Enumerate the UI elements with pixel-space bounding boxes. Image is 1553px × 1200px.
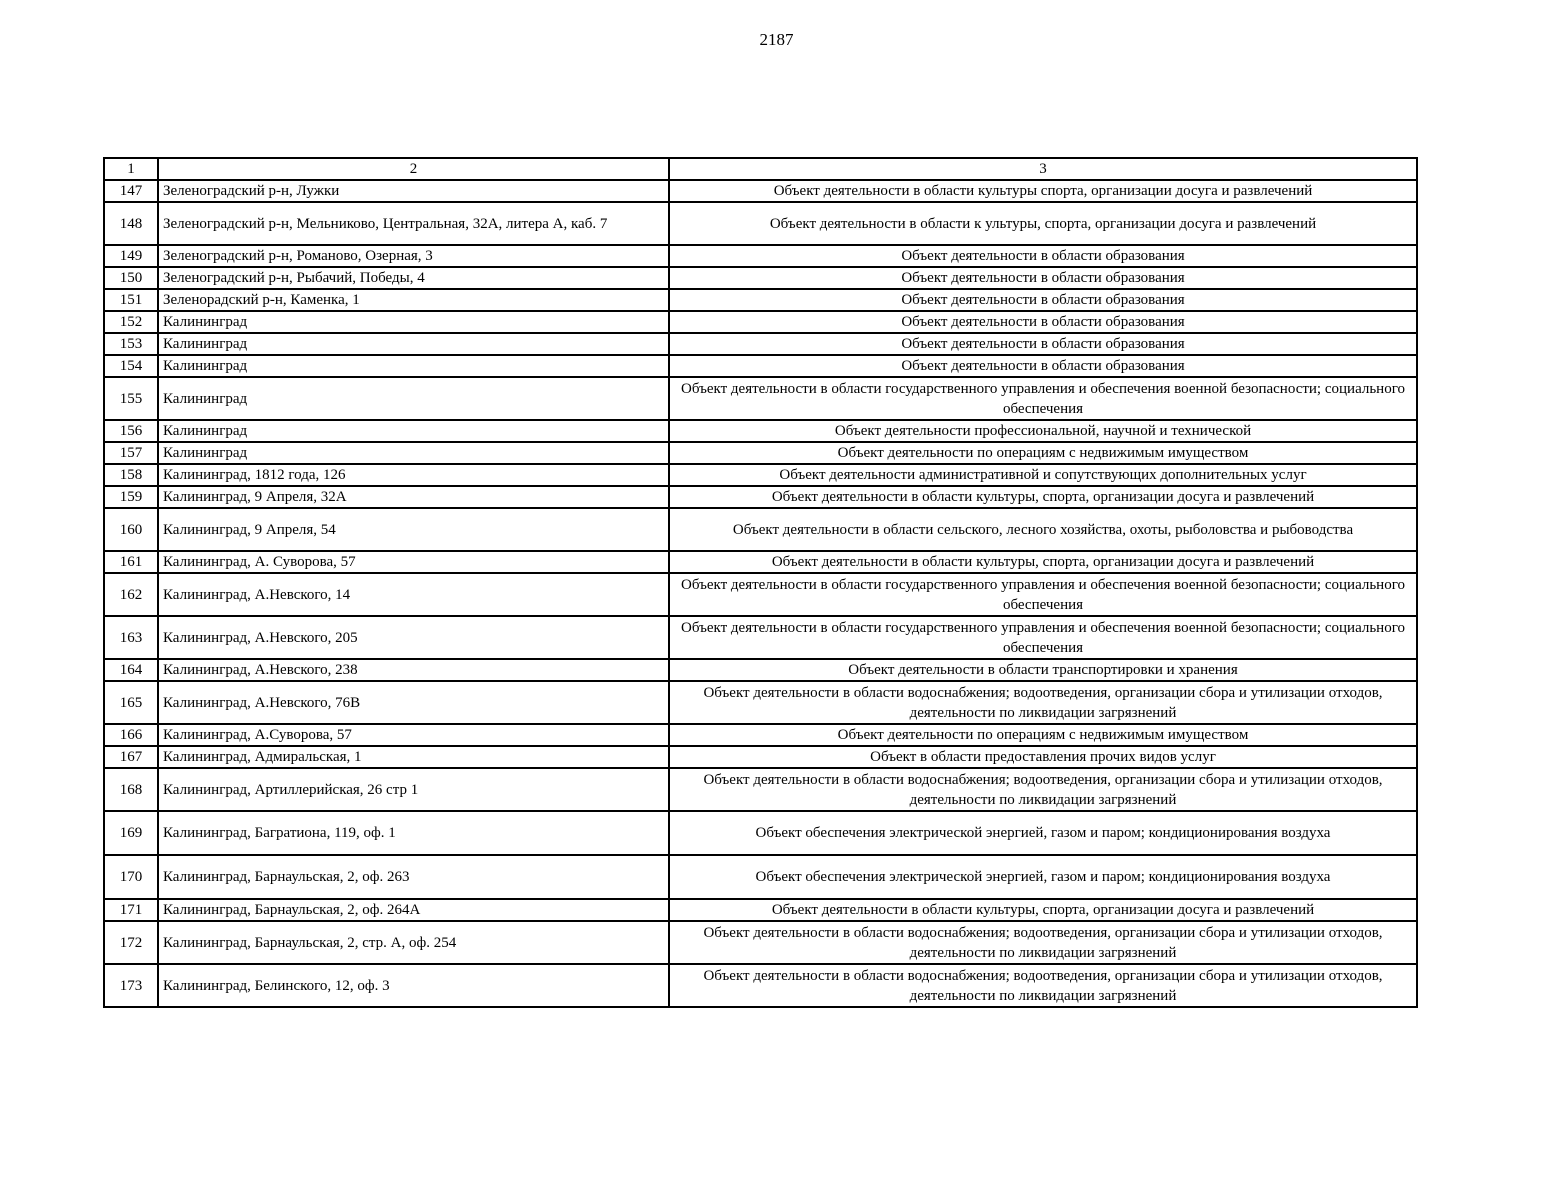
table-row [104,768,1417,811]
row-address: Калининград [158,355,669,377]
row-address: Калининград, 9 Апреля, 32А [158,486,669,508]
row-number: 157 [104,442,158,464]
row-object-type: Объект деятельности в области государственного управления и обеспечения военной безопасности; социального обеспечения [669,573,1417,616]
row-object-type: Объект деятельности в области культуры спорта, организации досуга и развлечений [669,180,1417,202]
row-number: 151 [104,289,158,311]
row-number: 156 [104,420,158,442]
row-object-type: Объект деятельности в области образования [669,289,1417,311]
table-row [104,464,1417,486]
row-object-type: Объект деятельности в области образования [669,333,1417,355]
table-row [104,746,1417,768]
table-row [104,811,1417,855]
row-object-type: Объект деятельности в области сельского, лесного хозяйства, охоты, рыболовства и рыбоводства [669,508,1417,551]
row-number: 163 [104,616,158,659]
row-number: 158 [104,464,158,486]
row-number: 168 [104,768,158,811]
row-object-type: Объект деятельности в области образования [669,245,1417,267]
row-address: Калининград [158,442,669,464]
row-address: Калининград, А.Невского, 238 [158,659,669,681]
row-address: Калининград, Барнаульская, 2, оф. 263 [158,855,669,899]
row-object-type: Объект деятельности профессиональной, научной и технической [669,420,1417,442]
row-number: 155 [104,377,158,420]
row-object-type: Объект деятельности в области водоснабжения; водоотведения, организации сбора и утилизации отходов, деятельности по ликвидации загрязнений [669,921,1417,964]
row-address: Калининград, А.Суворова, 57 [158,724,669,746]
row-number: 166 [104,724,158,746]
row-object-type: Объект деятельности в области культуры, спорта, организации досуга и развлечений [669,551,1417,573]
table-row [104,267,1417,289]
row-number: 169 [104,811,158,855]
row-number: 171 [104,899,158,921]
row-number: 154 [104,355,158,377]
header-cell-2: 2 [158,158,669,180]
table-row [104,573,1417,616]
table-row [104,180,1417,202]
table-row [104,724,1417,746]
row-address: Калининград, 9 Апреля, 54 [158,508,669,551]
row-number: 164 [104,659,158,681]
row-number: 172 [104,921,158,964]
table-row [104,289,1417,311]
row-object-type: Объект деятельности в области водоснабжения; водоотведения, организации сбора и утилизации отходов, деятельности по ликвидации загрязнений [669,768,1417,811]
table-row [104,921,1417,964]
row-number: 148 [104,202,158,245]
table-row [104,420,1417,442]
row-address: Калининград [158,311,669,333]
row-address: Калининград, Барнаульская, 2, оф. 264А [158,899,669,921]
table-row [104,964,1417,1007]
row-object-type: Объект деятельности в области государственного управления и обеспечения военной безопасности; социального обеспечения [669,616,1417,659]
row-object-type: Объект деятельности в области транспортировки и хранения [669,659,1417,681]
page-number: 2187 [759,30,794,49]
row-object-type: Объект обеспечения электрической энергией, газом и паром; кондиционирования воздуха [669,855,1417,899]
row-address: Калининград, Багратиона, 119, оф. 1 [158,811,669,855]
row-address: Калининград, Адмиральская, 1 [158,746,669,768]
row-address: Зеленоградский р-н, Романово, Озерная, 3 [158,245,669,267]
table-row [104,899,1417,921]
row-address: Калининград, А. Суворова, 57 [158,551,669,573]
row-address: Калининград, Белинского, 12, оф. 3 [158,964,669,1007]
row-number: 170 [104,855,158,899]
objects-table [103,157,1418,1008]
row-number: 149 [104,245,158,267]
row-object-type: Объект деятельности в области образования [669,355,1417,377]
table-row [104,333,1417,355]
row-number: 173 [104,964,158,1007]
row-address: Калининград, 1812 года, 126 [158,464,669,486]
row-address: Зеленоградский р-н, Лужки [158,180,669,202]
table-row [104,855,1417,899]
row-object-type: Объект деятельности в области водоснабжения; водоотведения, организации сбора и утилизации отходов, деятельности по ликвидации загрязнений [669,681,1417,724]
row-address: Зеленоградский р-н, Рыбачий, Победы, 4 [158,267,669,289]
table-row [104,616,1417,659]
row-object-type: Объект обеспечения электрической энергией, газом и паром; кондиционирования воздуха [669,811,1417,855]
row-number: 152 [104,311,158,333]
row-number: 150 [104,267,158,289]
row-address: Калининград, А.Невского, 76В [158,681,669,724]
row-object-type: Объект деятельности в области культуры, спорта, организации досуга и развлечений [669,486,1417,508]
row-number: 153 [104,333,158,355]
table-row [104,202,1417,245]
row-number: 167 [104,746,158,768]
row-object-type: Объект деятельности в области водоснабжения; водоотведения, организации сбора и утилизации отходов, деятельности по ликвидации загрязнений [669,964,1417,1007]
row-address: Калининград, Барнаульская, 2, стр. А, оф. 254 [158,921,669,964]
header-cell-1: 1 [104,158,158,180]
row-number: 165 [104,681,158,724]
table-row [104,681,1417,724]
row-object-type: Объект деятельности в области образования [669,267,1417,289]
header-cell-3: 3 [669,158,1417,180]
row-number: 147 [104,180,158,202]
table-row [104,659,1417,681]
row-address: Калининград, А.Невского, 14 [158,573,669,616]
table-header-row [104,158,1417,180]
table-row [104,551,1417,573]
table-row [104,442,1417,464]
row-object-type: Объект деятельности в области образования [669,311,1417,333]
table-row [104,245,1417,267]
row-number: 159 [104,486,158,508]
table-row [104,311,1417,333]
row-address: Зеленорадский р-н, Каменка, 1 [158,289,669,311]
row-object-type: Объект деятельности административной и сопутствующих дополнительных услуг [669,464,1417,486]
row-number: 160 [104,508,158,551]
row-object-type: Объект деятельности в области государственного управления и обеспечения военной безопасности; социального обеспечения [669,377,1417,420]
row-number: 162 [104,573,158,616]
row-object-type: Объект деятельности по операциям с недвижимым имуществом [669,442,1417,464]
row-number: 161 [104,551,158,573]
row-address: Калининград [158,377,669,420]
row-address: Калининград [158,420,669,442]
table-row [104,355,1417,377]
row-object-type: Объект в области предоставления прочих видов услуг [669,746,1417,768]
row-object-type: Объект деятельности в области культуры, спорта, организации досуга и развлечений [669,899,1417,921]
row-address: Калининград, Артиллерийская, 26 стр 1 [158,768,669,811]
row-address: Зеленоградский р-н, Мельниково, Центральная, 32А, литера А, каб. 7 [158,202,669,245]
table-row [104,486,1417,508]
row-object-type: Объект деятельности в области к ультуры, спорта, организации досуга и развлечений [669,202,1417,245]
table-row [104,377,1417,420]
row-address: Калининград [158,333,669,355]
row-address: Калининград, А.Невского, 205 [158,616,669,659]
table-row [104,508,1417,551]
row-object-type: Объект деятельности по операциям с недвижимым имуществом [669,724,1417,746]
